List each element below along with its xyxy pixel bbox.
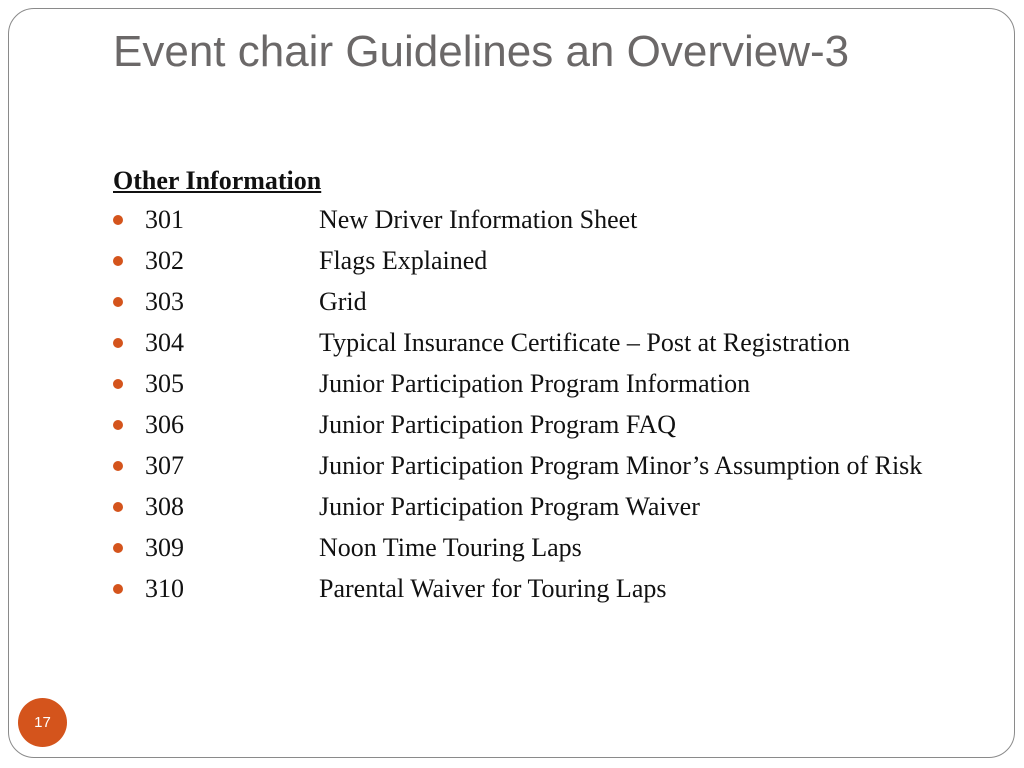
bullet-icon [113,215,123,225]
item-text: Junior Participation Program Waiver [319,492,700,521]
list-item [113,491,993,523]
list-item [113,327,993,359]
bullet-icon [113,420,123,430]
bullet-icon [113,338,123,348]
item-number: 304 [145,328,184,357]
item-number: 307 [145,451,184,480]
item-number: 303 [145,287,184,316]
bullet-icon [113,297,123,307]
item-number: 308 [145,492,184,521]
item-text: New Driver Information Sheet [319,205,638,234]
item-text: Flags Explained [319,246,488,275]
bullet-icon [113,461,123,471]
item-text: Typical Insurance Certificate – Post at Registration [319,328,851,357]
item-number: 306 [145,410,184,439]
item-number: 302 [145,246,184,275]
list-item [113,368,993,400]
bullet-icon [113,543,123,553]
slide-title: Event chair Guidelines an Overview-3 [113,27,850,76]
item-text: Junior Participation Program Minor’s Assumption of Risk [319,451,923,480]
item-number: 305 [145,369,184,398]
item-text: Noon Time Touring Laps [319,533,582,562]
list-item [113,573,993,605]
bullet-icon [113,584,123,594]
item-text: Junior Participation Program Information [319,369,751,398]
item-number: 310 [145,574,184,603]
document-list [113,204,993,605]
list-item [113,204,993,236]
list-item [113,450,993,482]
item-text: Parental Waiver for Touring Laps [319,574,667,603]
section-heading: Other Information [113,166,322,195]
item-number: 309 [145,533,184,562]
list-item [113,532,993,564]
slide-content [113,164,993,614]
list-item [113,409,993,441]
item-text: Grid [319,287,367,316]
list-item [113,245,993,277]
item-number: 301 [145,205,184,234]
item-text: Junior Participation Program FAQ [319,410,676,439]
list-item [113,286,993,318]
bullet-icon [113,256,123,266]
bullet-icon [113,502,123,512]
bullet-icon [113,379,123,389]
page-number-badge: 17 [18,698,67,747]
